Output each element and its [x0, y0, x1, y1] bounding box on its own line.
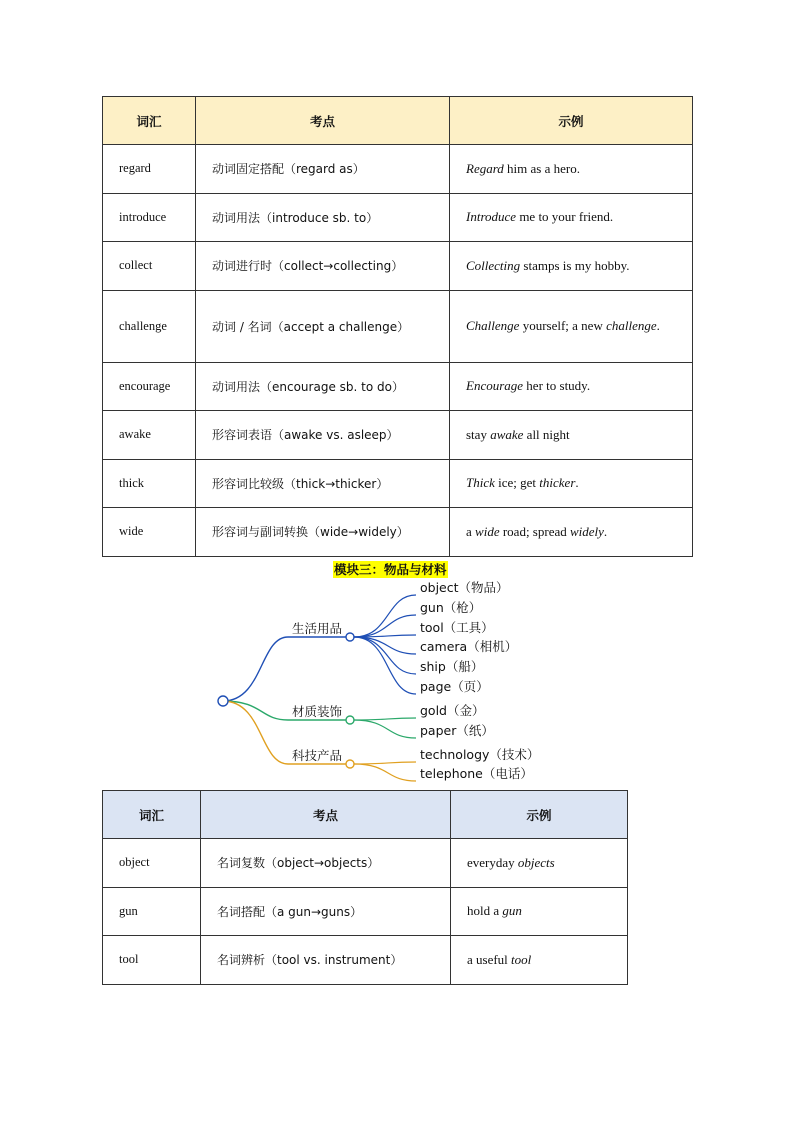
example-emphasis: awake — [490, 426, 524, 442]
header-point: 考点 — [196, 97, 450, 145]
table-row — [103, 193, 693, 242]
cell-example — [451, 839, 628, 888]
mindmap-leaf-link — [354, 764, 416, 781]
cell-example — [450, 508, 693, 557]
example-text: everyday — [467, 854, 518, 870]
mindmap-leaf: object（物品） — [420, 580, 509, 595]
cell-example — [450, 459, 693, 508]
example-text: me to your friend. — [516, 209, 614, 225]
table-row — [103, 887, 628, 936]
example-emphasis: challenge — [606, 318, 657, 333]
mindmap-branch-label: 材质装饰 — [292, 704, 343, 719]
cell-word: collect — [103, 242, 196, 291]
cell-point: 动词用法（introduce sb. to） — [196, 193, 450, 242]
cell-point: 名词搭配（a gun→guns） — [201, 887, 451, 936]
mindmap-leaf: technology（技术） — [420, 747, 540, 762]
mindmap-leaf: camera（相机） — [420, 639, 518, 654]
mindmap-leaf-link — [354, 637, 416, 674]
header-example: 示例 — [451, 791, 628, 839]
example-text: a useful — [467, 951, 512, 967]
example-emphasis: thicker — [539, 475, 576, 491]
header-point: 考点 — [201, 791, 451, 839]
example-emphasis: Challenge — [466, 318, 520, 333]
example-text: yourself; a new — [519, 318, 607, 333]
example-emphasis: widely — [569, 523, 604, 539]
example-text: hold a — [467, 903, 503, 919]
cell-example — [450, 145, 693, 194]
mindmap-leaf-link — [354, 762, 416, 764]
example-emphasis: Collecting — [466, 257, 521, 273]
cell-word: wide — [103, 508, 196, 557]
vocab-table-2 — [102, 790, 628, 985]
mind-map — [0, 575, 794, 790]
mindmap-leaf: telephone（电话） — [420, 766, 533, 781]
cell-word: thick — [103, 459, 196, 508]
mindmap-branch-link — [223, 637, 288, 701]
cell-word: encourage — [103, 362, 196, 411]
example-emphasis: wide — [475, 523, 500, 539]
cell-word: awake — [103, 411, 196, 460]
cell-example — [450, 362, 693, 411]
example-text: . — [603, 523, 608, 539]
cell-example — [450, 193, 693, 242]
vocab-table-1 — [102, 96, 693, 557]
mindmap-leaf: paper（纸） — [420, 723, 494, 738]
example-text: . — [575, 475, 579, 491]
cell-word: tool — [103, 936, 201, 985]
mindmap-leaf-link — [354, 718, 416, 720]
cell-example — [451, 887, 628, 936]
cell-word: object — [103, 839, 201, 888]
mindmap-branch-label: 科技产品 — [292, 748, 343, 763]
mindmap-branch-node — [346, 633, 354, 641]
mindmap-leaf: tool（工具） — [420, 620, 494, 635]
table-row — [103, 362, 693, 411]
mindmap-leaf: gold（金） — [420, 703, 485, 718]
mindmap-leaf-link — [354, 637, 416, 694]
cell-point: 动词用法（encourage sb. to do） — [196, 362, 450, 411]
cell-point: 形容词比较级（thick→thicker） — [196, 459, 450, 508]
cell-word: regard — [103, 145, 196, 194]
mindmap-leaf: page（页） — [420, 679, 489, 694]
cell-word: introduce — [103, 193, 196, 242]
example-text: stay — [466, 426, 491, 442]
example-text: road; spread — [499, 523, 570, 539]
table-row — [103, 290, 693, 362]
mindmap-root-node — [218, 696, 228, 706]
cell-point: 形容词与副词转换（wide→widely） — [196, 508, 450, 557]
example-emphasis: tool — [511, 951, 532, 967]
example-text: ice; get — [494, 475, 540, 491]
example-emphasis: gun — [502, 903, 522, 919]
table-row — [103, 839, 628, 888]
table-header-row — [103, 791, 628, 839]
cell-example — [450, 242, 693, 291]
mindmap-branch-label: 生活用品 — [292, 621, 343, 636]
cell-point: 名词复数（object→objects） — [201, 839, 451, 888]
table-row — [103, 242, 693, 291]
example-emphasis: Introduce — [466, 209, 517, 225]
example-emphasis: Thick — [466, 475, 495, 491]
cell-point: 动词固定搭配（regard as） — [196, 145, 450, 194]
example-text: stamps is my hobby. — [520, 257, 630, 273]
table-row — [103, 411, 693, 460]
cell-point: 形容词表语（awake vs. asleep） — [196, 411, 450, 460]
cell-point: 动词 / 名词（accept a challenge） — [196, 290, 450, 362]
cell-point: 动词进行时（collect→collecting） — [196, 242, 450, 291]
example-emphasis: Regard — [466, 160, 504, 176]
mindmap-leaf: gun（枪） — [420, 600, 482, 615]
mindmap-branch-node — [346, 760, 354, 768]
table-row — [103, 936, 628, 985]
mindmap-leaf-link — [354, 637, 416, 654]
cell-word: gun — [103, 887, 201, 936]
header-word: 词汇 — [103, 791, 201, 839]
cell-word: challenge — [103, 290, 196, 362]
table-row — [103, 145, 693, 194]
example-text: her to study. — [523, 378, 591, 394]
mindmap-leaf-link — [354, 720, 416, 738]
table-header-row — [103, 97, 693, 145]
example-text: a — [466, 523, 476, 539]
module-title: 模块三：物品与材料 — [334, 562, 447, 577]
cell-point: 名词辨析（tool vs. instrument） — [201, 936, 451, 985]
header-word: 词汇 — [103, 97, 196, 145]
table-row — [103, 508, 693, 557]
cell-example — [450, 411, 693, 460]
header-example: 示例 — [450, 97, 693, 145]
mindmap-branch-link — [223, 701, 288, 720]
example-text: all night — [523, 426, 570, 442]
example-emphasis: Encourage — [466, 378, 524, 394]
example-emphasis: objects — [517, 854, 555, 870]
cell-example — [450, 290, 693, 362]
mindmap-branch-link — [223, 701, 288, 764]
mindmap-leaf: ship（船） — [420, 659, 484, 674]
example-text: . — [656, 318, 660, 333]
cell-example — [451, 936, 628, 985]
example-text: him as a hero. — [503, 160, 580, 176]
mindmap-branch-node — [346, 716, 354, 724]
table-row — [103, 459, 693, 508]
